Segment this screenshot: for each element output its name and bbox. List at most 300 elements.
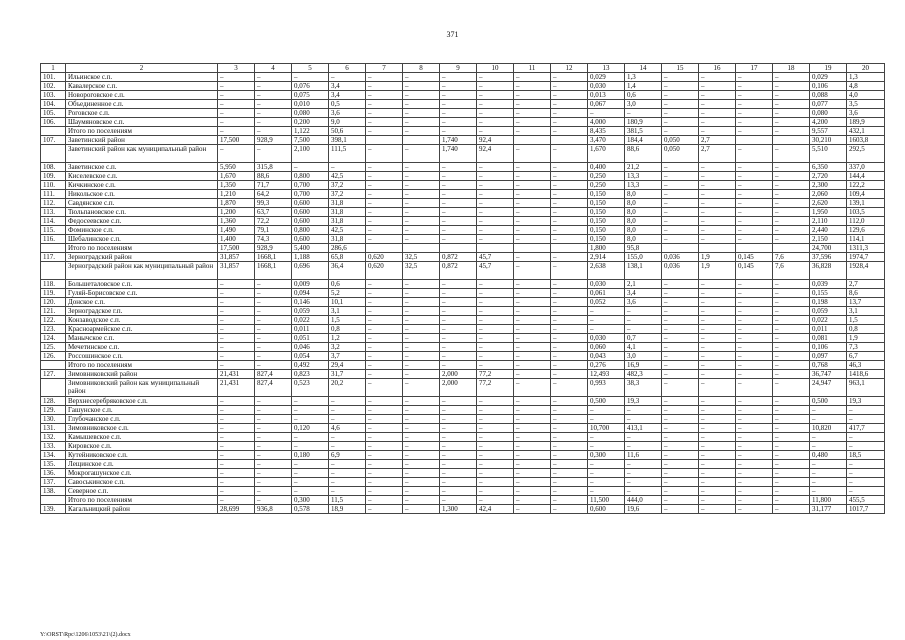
table-cell: – bbox=[255, 127, 292, 136]
table-cell: 17,500 bbox=[218, 136, 255, 145]
table-cell: – bbox=[366, 352, 403, 361]
table-cell: 2,300 bbox=[810, 181, 847, 190]
table-cell: 1,740 bbox=[440, 145, 477, 163]
table-cell: 2,914 bbox=[588, 253, 625, 262]
table-cell: – bbox=[366, 127, 403, 136]
table-cell: 0,276 bbox=[588, 361, 625, 370]
table-cell: 0,5 bbox=[329, 100, 366, 109]
table-cell: 31,857 bbox=[218, 262, 255, 280]
table-cell: – bbox=[773, 496, 810, 505]
table-cell: – bbox=[218, 118, 255, 127]
table-cell: 0,039 bbox=[810, 280, 847, 289]
column-header: 15 bbox=[662, 64, 699, 73]
table-cell: – bbox=[366, 406, 403, 415]
table-cell: 0,059 bbox=[810, 307, 847, 316]
table-cell: 1,3 bbox=[847, 73, 885, 82]
table-cell: – bbox=[551, 352, 588, 361]
table-cell: – bbox=[588, 469, 625, 478]
row-name: Камышевское с.п. bbox=[66, 433, 218, 442]
table-cell: 95,8 bbox=[625, 244, 662, 253]
row-name: Итого по поселениям bbox=[66, 244, 218, 253]
table-cell: 6,350 bbox=[810, 163, 847, 172]
table-cell: 8,0 bbox=[625, 190, 662, 199]
table-cell: – bbox=[551, 199, 588, 208]
table-cell: – bbox=[662, 172, 699, 181]
table-cell: 0,400 bbox=[588, 163, 625, 172]
table-cell: – bbox=[810, 433, 847, 442]
table-row bbox=[41, 235, 885, 244]
table-cell: – bbox=[292, 397, 329, 406]
table-cell: – bbox=[773, 235, 810, 244]
table-cell: – bbox=[699, 442, 736, 451]
table-cell: – bbox=[218, 343, 255, 352]
table-cell bbox=[514, 244, 551, 253]
table-cell: 2,620 bbox=[810, 199, 847, 208]
table-cell: – bbox=[514, 82, 551, 91]
table-cell: 37,596 bbox=[810, 253, 847, 262]
table-cell: 7,500 bbox=[292, 136, 329, 145]
table-cell: 0,8 bbox=[329, 325, 366, 334]
table-cell: – bbox=[736, 334, 773, 343]
table-cell: – bbox=[440, 172, 477, 181]
table-cell: – bbox=[403, 316, 440, 325]
table-cell: 9,0 bbox=[329, 118, 366, 127]
table-cell: – bbox=[218, 109, 255, 118]
table-cell: – bbox=[218, 82, 255, 91]
row-number: 127. bbox=[41, 370, 66, 379]
table-cell: – bbox=[477, 109, 514, 118]
table-cell: 139,1 bbox=[847, 199, 885, 208]
table-cell: – bbox=[662, 91, 699, 100]
table-cell: 0,600 bbox=[292, 199, 329, 208]
table-cell: 0,030 bbox=[588, 82, 625, 91]
row-name: Кичкинское с.п. bbox=[66, 181, 218, 190]
table-cell: – bbox=[440, 109, 477, 118]
table-cell: 0,081 bbox=[810, 334, 847, 343]
table-cell: 10,820 bbox=[810, 424, 847, 433]
row-name: Заветинский район как муниципальный район bbox=[66, 145, 218, 163]
table-cell: 36,4 bbox=[329, 262, 366, 280]
table-cell: – bbox=[403, 424, 440, 433]
table-cell: 3,5 bbox=[847, 100, 885, 109]
table-cell: – bbox=[551, 91, 588, 100]
table-cell: – bbox=[477, 442, 514, 451]
table-cell: – bbox=[773, 82, 810, 91]
table-row bbox=[41, 478, 885, 487]
row-number: 106. bbox=[41, 118, 66, 127]
table-cell: – bbox=[773, 442, 810, 451]
table-cell: – bbox=[773, 100, 810, 109]
table-cell: – bbox=[662, 208, 699, 217]
table-cell: – bbox=[810, 406, 847, 415]
table-cell: – bbox=[699, 127, 736, 136]
table-cell: – bbox=[514, 163, 551, 172]
table-cell: 0,620 bbox=[366, 262, 403, 280]
table-cell: 180,9 bbox=[625, 118, 662, 127]
table-cell: 0,578 bbox=[292, 505, 329, 514]
table-cell: – bbox=[440, 469, 477, 478]
table-cell: 1,740 bbox=[440, 136, 477, 145]
table-cell: – bbox=[662, 73, 699, 82]
table-cell: – bbox=[403, 415, 440, 424]
table-cell: – bbox=[366, 289, 403, 298]
table-cell: – bbox=[329, 442, 366, 451]
table-cell: 30,210 bbox=[810, 136, 847, 145]
table-cell: – bbox=[477, 487, 514, 496]
table-header-row bbox=[41, 64, 885, 73]
table-cell: 3,0 bbox=[625, 352, 662, 361]
table-cell: – bbox=[477, 100, 514, 109]
table-cell: 45,7 bbox=[477, 253, 514, 262]
row-name: Итого по поселениям bbox=[66, 496, 218, 505]
table-cell: 77,2 bbox=[477, 379, 514, 397]
table-cell: 0,050 bbox=[662, 136, 699, 145]
table-cell: 2,150 bbox=[810, 235, 847, 244]
table-cell: 1,3 bbox=[625, 73, 662, 82]
table-cell: 8,0 bbox=[625, 208, 662, 217]
table-cell: – bbox=[403, 433, 440, 442]
table-cell: – bbox=[514, 451, 551, 460]
table-cell: – bbox=[662, 334, 699, 343]
table-cell: – bbox=[255, 478, 292, 487]
table-cell: – bbox=[255, 298, 292, 307]
table-cell: – bbox=[403, 496, 440, 505]
table-cell: 10,1 bbox=[329, 298, 366, 307]
table-cell: – bbox=[403, 226, 440, 235]
table-cell: 0,052 bbox=[588, 298, 625, 307]
table-cell: 1,2 bbox=[329, 334, 366, 343]
table-cell bbox=[403, 244, 440, 253]
table-cell: – bbox=[218, 280, 255, 289]
table-cell: – bbox=[662, 379, 699, 397]
table-cell: – bbox=[551, 505, 588, 514]
table-cell: – bbox=[477, 127, 514, 136]
table-cell: 0,500 bbox=[810, 397, 847, 406]
table-cell: – bbox=[736, 307, 773, 316]
table-cell: – bbox=[255, 307, 292, 316]
table-cell: – bbox=[366, 442, 403, 451]
table-cell: – bbox=[662, 307, 699, 316]
row-number: 110. bbox=[41, 181, 66, 190]
table-cell: 0,097 bbox=[810, 352, 847, 361]
table-cell: – bbox=[514, 352, 551, 361]
table-cell: – bbox=[551, 343, 588, 352]
table-cell: 0,700 bbox=[292, 190, 329, 199]
table-cell: – bbox=[773, 226, 810, 235]
row-name: Объединенное с.п. bbox=[66, 100, 218, 109]
table-cell: – bbox=[773, 316, 810, 325]
table-cell: – bbox=[403, 451, 440, 460]
table-cell: 1,800 bbox=[588, 244, 625, 253]
table-cell: – bbox=[514, 127, 551, 136]
table-cell: – bbox=[255, 415, 292, 424]
table-cell: – bbox=[551, 208, 588, 217]
table-cell: 4,8 bbox=[847, 82, 885, 91]
table-cell: – bbox=[773, 352, 810, 361]
table-cell: – bbox=[699, 334, 736, 343]
table-cell: 2,1 bbox=[625, 280, 662, 289]
table-cell: – bbox=[699, 73, 736, 82]
table-cell: – bbox=[403, 118, 440, 127]
row-name: Итого по поселениям bbox=[66, 127, 218, 136]
column-header: 3 bbox=[218, 64, 255, 73]
table-cell: – bbox=[218, 460, 255, 469]
table-cell: – bbox=[477, 451, 514, 460]
table-cell: – bbox=[440, 361, 477, 370]
table-cell: 3,4 bbox=[625, 289, 662, 298]
table-cell: – bbox=[662, 442, 699, 451]
table-cell: – bbox=[662, 316, 699, 325]
table-cell: 11,6 bbox=[625, 451, 662, 460]
table-cell: – bbox=[440, 217, 477, 226]
table-cell: – bbox=[551, 73, 588, 82]
table-cell: – bbox=[514, 235, 551, 244]
table-cell: – bbox=[329, 73, 366, 82]
table-cell bbox=[551, 244, 588, 253]
table-cell: – bbox=[440, 280, 477, 289]
table-cell: – bbox=[847, 478, 885, 487]
table-cell: – bbox=[366, 298, 403, 307]
table-cell: – bbox=[477, 199, 514, 208]
row-number: 130. bbox=[41, 415, 66, 424]
table-cell: – bbox=[773, 343, 810, 352]
table-cell: 0,094 bbox=[292, 289, 329, 298]
row-name: Северное с.п. bbox=[66, 487, 218, 496]
table-cell: – bbox=[292, 460, 329, 469]
table-cell: – bbox=[736, 316, 773, 325]
table-cell: – bbox=[588, 406, 625, 415]
table-row bbox=[41, 82, 885, 91]
table-row bbox=[41, 460, 885, 469]
table-cell: 11,800 bbox=[810, 496, 847, 505]
table-cell: 0,696 bbox=[292, 262, 329, 280]
table-cell: – bbox=[736, 226, 773, 235]
table-cell: – bbox=[440, 397, 477, 406]
table-cell: – bbox=[662, 487, 699, 496]
table-cell: – bbox=[255, 73, 292, 82]
table-cell: 3,1 bbox=[329, 307, 366, 316]
table-cell: – bbox=[366, 487, 403, 496]
table-cell: – bbox=[625, 433, 662, 442]
table-cell: – bbox=[551, 109, 588, 118]
table-cell: – bbox=[255, 118, 292, 127]
row-number: 138. bbox=[41, 487, 66, 496]
table-cell: 2,7 bbox=[699, 136, 736, 145]
table-cell: – bbox=[551, 370, 588, 379]
table-cell: – bbox=[736, 352, 773, 361]
table-cell: – bbox=[736, 379, 773, 397]
row-number: 137. bbox=[41, 478, 66, 487]
row-number: 124. bbox=[41, 334, 66, 343]
row-name: Красноармейское с.п. bbox=[66, 325, 218, 334]
table-cell: – bbox=[699, 307, 736, 316]
table-cell: 337,0 bbox=[847, 163, 885, 172]
table-cell: – bbox=[366, 325, 403, 334]
table-cell: – bbox=[773, 487, 810, 496]
table-cell: 7,6 bbox=[773, 262, 810, 280]
table-cell: – bbox=[403, 505, 440, 514]
table-cell: – bbox=[292, 163, 329, 172]
table-cell: 0,150 bbox=[588, 199, 625, 208]
table-cell: 31,8 bbox=[329, 199, 366, 208]
table-cell: – bbox=[551, 262, 588, 280]
table-cell: – bbox=[514, 199, 551, 208]
table-cell: – bbox=[551, 487, 588, 496]
table-cell: 13,3 bbox=[625, 181, 662, 190]
table-row bbox=[41, 91, 885, 100]
table-cell: – bbox=[699, 82, 736, 91]
table-cell: – bbox=[292, 406, 329, 415]
table-cell bbox=[514, 136, 551, 145]
table-cell: – bbox=[218, 73, 255, 82]
table-cell: – bbox=[403, 406, 440, 415]
table-row bbox=[41, 100, 885, 109]
table-cell: – bbox=[551, 163, 588, 172]
table-cell: – bbox=[440, 235, 477, 244]
table-cell: – bbox=[662, 415, 699, 424]
row-name: Кавалерское с.п. bbox=[66, 82, 218, 91]
table-cell: 1,4 bbox=[625, 82, 662, 91]
table-cell: 1668,1 bbox=[255, 262, 292, 280]
table-cell: – bbox=[366, 307, 403, 316]
table-cell: – bbox=[551, 217, 588, 226]
table-cell: – bbox=[773, 217, 810, 226]
table-cell: – bbox=[699, 280, 736, 289]
table-cell: – bbox=[699, 217, 736, 226]
table-cell: – bbox=[736, 145, 773, 163]
table-cell: – bbox=[736, 73, 773, 82]
table-cell: – bbox=[514, 415, 551, 424]
table-cell: – bbox=[551, 433, 588, 442]
table-cell: 1,400 bbox=[218, 235, 255, 244]
table-cell: 0,145 bbox=[736, 253, 773, 262]
table-cell: – bbox=[218, 325, 255, 334]
table-cell: – bbox=[699, 298, 736, 307]
table-cell: 0,022 bbox=[292, 316, 329, 325]
table-cell: – bbox=[514, 361, 551, 370]
row-number: 120. bbox=[41, 298, 66, 307]
table-cell: – bbox=[699, 109, 736, 118]
table-cell: – bbox=[440, 451, 477, 460]
table-cell: 0,8 bbox=[847, 325, 885, 334]
table-cell: – bbox=[218, 307, 255, 316]
table-cell: – bbox=[736, 190, 773, 199]
table-row bbox=[41, 217, 885, 226]
table-cell: – bbox=[292, 415, 329, 424]
table-cell: – bbox=[551, 478, 588, 487]
table-cell: 0,043 bbox=[588, 352, 625, 361]
table-cell: 138,1 bbox=[625, 262, 662, 280]
table-cell: – bbox=[403, 307, 440, 316]
table-row bbox=[41, 145, 885, 163]
table-cell: 74,3 bbox=[255, 235, 292, 244]
table-cell: – bbox=[440, 325, 477, 334]
table-cell: 0,198 bbox=[810, 298, 847, 307]
table-cell: – bbox=[514, 226, 551, 235]
table-cell: – bbox=[736, 109, 773, 118]
table-cell: 1,200 bbox=[218, 208, 255, 217]
table-cell: – bbox=[218, 145, 255, 163]
row-name: Мокрогашунское с.п. bbox=[66, 469, 218, 478]
table-cell: 19,3 bbox=[625, 397, 662, 406]
table-cell: – bbox=[810, 460, 847, 469]
table-cell: – bbox=[477, 325, 514, 334]
column-header: 20 bbox=[847, 64, 885, 73]
table-cell: – bbox=[736, 415, 773, 424]
table-cell: – bbox=[773, 478, 810, 487]
table-cell: – bbox=[329, 406, 366, 415]
table-cell: 72,2 bbox=[255, 217, 292, 226]
table-cell: 0,6 bbox=[329, 280, 366, 289]
table-cell: – bbox=[477, 424, 514, 433]
row-name: Федосеевское с.п. bbox=[66, 217, 218, 226]
table-cell: 3,1 bbox=[847, 307, 885, 316]
row-number: 132. bbox=[41, 433, 66, 442]
table-cell: – bbox=[551, 289, 588, 298]
table-cell: 0,993 bbox=[588, 379, 625, 397]
table-cell: – bbox=[477, 496, 514, 505]
table-cell: – bbox=[551, 127, 588, 136]
table-row bbox=[41, 289, 885, 298]
table-cell: – bbox=[403, 217, 440, 226]
table-cell bbox=[699, 244, 736, 253]
table-cell: – bbox=[699, 478, 736, 487]
table-cell: 17,500 bbox=[218, 244, 255, 253]
table-cell: – bbox=[255, 451, 292, 460]
table-cell: 0,250 bbox=[588, 181, 625, 190]
table-cell: – bbox=[773, 91, 810, 100]
table-cell: – bbox=[699, 235, 736, 244]
table-cell: – bbox=[440, 442, 477, 451]
table-cell: – bbox=[255, 343, 292, 352]
table-cell: – bbox=[255, 325, 292, 334]
table-cell: – bbox=[514, 298, 551, 307]
table-cell: – bbox=[440, 406, 477, 415]
row-number: 122. bbox=[41, 316, 66, 325]
table-cell: 0,620 bbox=[366, 253, 403, 262]
column-header: 9 bbox=[440, 64, 477, 73]
table-cell: – bbox=[699, 370, 736, 379]
table-cell: – bbox=[514, 343, 551, 352]
table-cell: 99,3 bbox=[255, 199, 292, 208]
table-cell: – bbox=[477, 307, 514, 316]
table-row bbox=[41, 343, 885, 352]
table-cell: – bbox=[773, 127, 810, 136]
table-cell: 79,1 bbox=[255, 226, 292, 235]
table-cell: – bbox=[699, 505, 736, 514]
table-cell: – bbox=[218, 91, 255, 100]
table-cell: – bbox=[699, 208, 736, 217]
row-number: 112. bbox=[41, 199, 66, 208]
table-cell: – bbox=[218, 433, 255, 442]
table-cell: – bbox=[440, 190, 477, 199]
row-name: Конзаводское с.п. bbox=[66, 316, 218, 325]
table-cell: – bbox=[403, 370, 440, 379]
table-cell: – bbox=[699, 325, 736, 334]
table-cell: – bbox=[292, 433, 329, 442]
table-cell: – bbox=[366, 199, 403, 208]
table-cell: – bbox=[847, 415, 885, 424]
table-cell: – bbox=[699, 118, 736, 127]
row-number: 131. bbox=[41, 424, 66, 433]
table-cell: – bbox=[773, 190, 810, 199]
table-cell: – bbox=[514, 118, 551, 127]
table-cell: – bbox=[551, 253, 588, 262]
table-cell: – bbox=[662, 280, 699, 289]
row-number: 128. bbox=[41, 397, 66, 406]
table-row bbox=[41, 397, 885, 406]
table-cell: – bbox=[699, 487, 736, 496]
